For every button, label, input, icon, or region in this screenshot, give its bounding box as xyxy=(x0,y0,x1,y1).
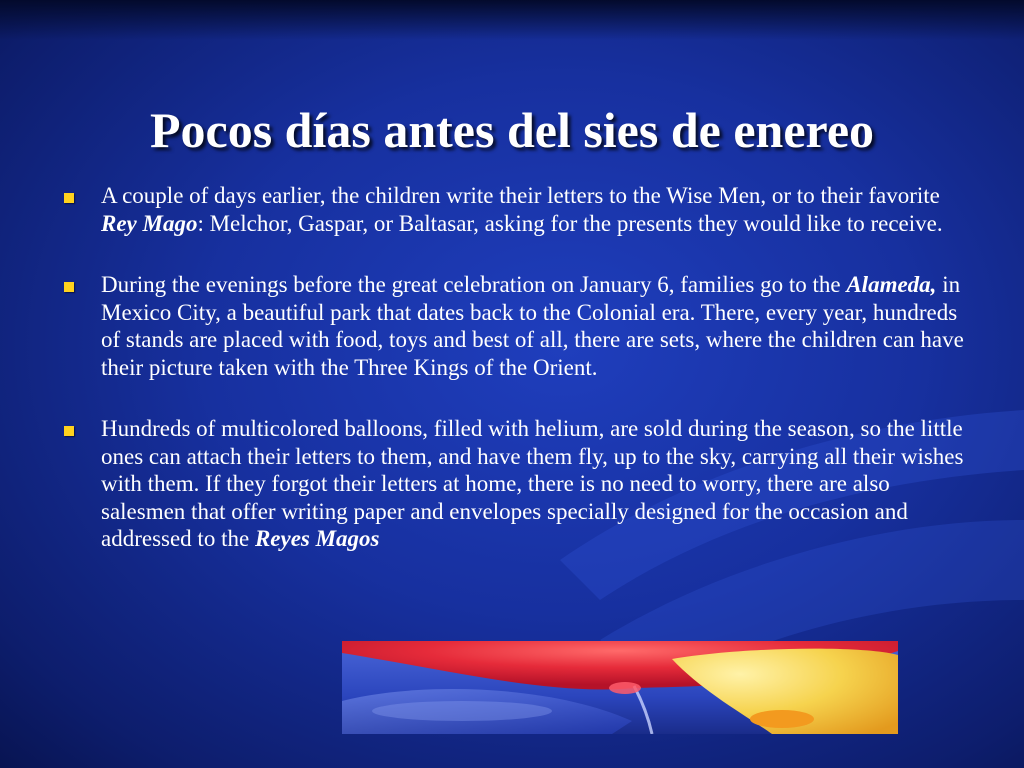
bullet-text: A couple of days earlier, the children write their letters to the Wise Men, or to their favorite xyxy=(101,183,940,208)
bullet-item-alameda xyxy=(60,271,965,381)
slide-title: Pocos días antes del sies de enereo xyxy=(149,101,875,158)
bullet-item-balloons xyxy=(60,415,965,553)
bullet-list xyxy=(60,182,965,553)
bullet-square-icon xyxy=(64,193,74,203)
bullet-text: in Mexico City, a beautiful park that dates back to the Colonial era. There, every year, hundreds of stands are placed with food, toys and best of all, there are sets, where the children can have their picture taken with the Three Kings of the Orient. xyxy=(101,272,964,380)
bullet-text: Hundreds of multicolored balloons, filled with helium, are sold during the season, so the little ones can attach their letters to them, and have them fly, up to the sky, carrying all their wishes with them. If they forgot their letters at home, there is no need to worry, there are also salesmen that offer writing paper and envelopes specially designed for the occasion and addressed to the xyxy=(101,416,964,551)
bullet-square-icon xyxy=(64,282,74,292)
bullet-emphasis: Rey Mago xyxy=(101,210,198,236)
bullet-text: During the evenings before the great celebration on January 6, families go to the xyxy=(101,272,847,297)
bullet-square-icon xyxy=(64,426,74,436)
bullet-emphasis: Reyes Magos xyxy=(254,526,380,551)
bullet-item-letters xyxy=(60,182,965,237)
balloons-photo xyxy=(342,641,898,734)
bullet-text: : Melchor, Gaspar, or Baltasar, asking for the presents they would like to receive. xyxy=(197,210,943,236)
bullet-emphasis: Alameda, xyxy=(846,272,937,297)
